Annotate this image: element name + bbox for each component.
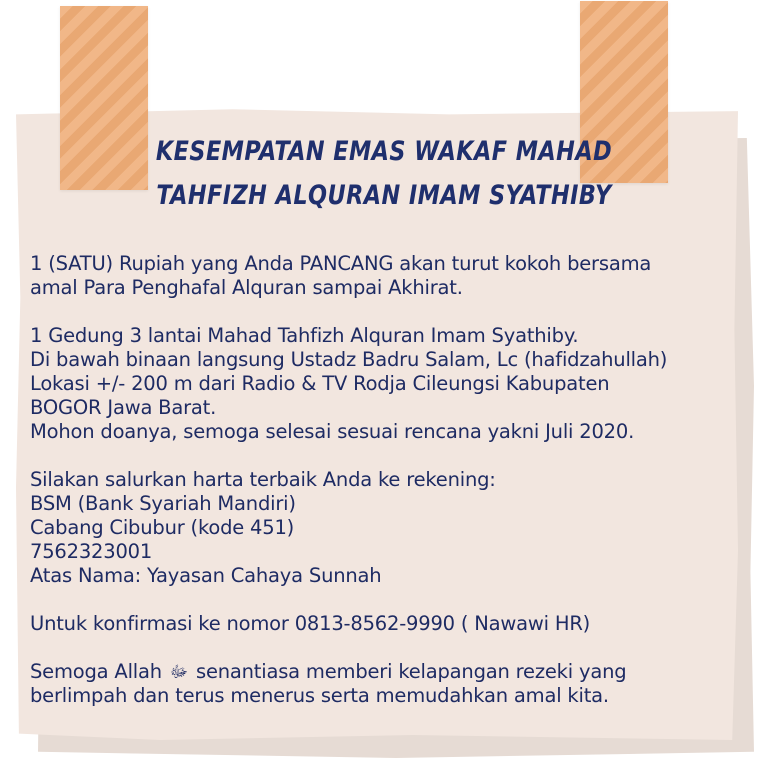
bank-name: BSM (Bank Syariah Mandiri) <box>30 492 296 515</box>
closing-after-mark: senantiasa memberi kelapangan rezeki yang <box>195 660 627 683</box>
title-line-1: KESEMPATAN EMAS WAKAF MAHAD <box>155 136 613 167</box>
building-line-4: BOGOR Jawa Barat. <box>30 396 217 419</box>
intro-line-2: amal Para Penghafal Alquran sampai Akhirat. <box>30 276 463 299</box>
bank-line-1: Silakan salurkan harta terbaik Anda ke rekening: <box>30 468 496 491</box>
allah-ligature-icon: ﷻ <box>169 662 188 681</box>
bank-branch: Cabang Cibubur (kode 451) <box>30 516 295 539</box>
intro-line-1: 1 (SATU) Rupiah yang Anda PANCANG akan turut kokoh bersama <box>30 252 652 275</box>
building-line-5: Mohon doanya, semoga selesai sesuai rencana yakni Juli 2020. <box>30 420 635 443</box>
note-content <box>30 252 750 708</box>
building-line-1: 1 Gedung 3 lantai Mahad Tahfizh Alquran Imam Syathiby. <box>30 324 579 347</box>
closing-line-2: berlimpah dan terus menerus serta memudahkan amal kita. <box>30 684 609 707</box>
account-holder: Atas Nama: Yayasan Cahaya Sunnah <box>30 564 382 587</box>
title-line-2: TAHFIZH ALQURAN IMAM SYATHIBY <box>156 180 612 211</box>
closing-line-1 <box>30 660 750 684</box>
confirmation-line: Untuk konfirmasi ke nomor 0813-8562-9990 ( Nawawi HR) <box>30 612 591 635</box>
building-line-3: Lokasi +/- 200 m dari Radio & TV Rodja Cileungsi Kabupaten <box>30 372 610 395</box>
building-line-2: Di bawah binaan langsung Ustadz Badru Salam, Lc (hafidzahullah) <box>30 348 668 371</box>
closing-before-mark: Semoga Allah <box>30 660 162 683</box>
account-number: 7562323001 <box>30 540 153 563</box>
